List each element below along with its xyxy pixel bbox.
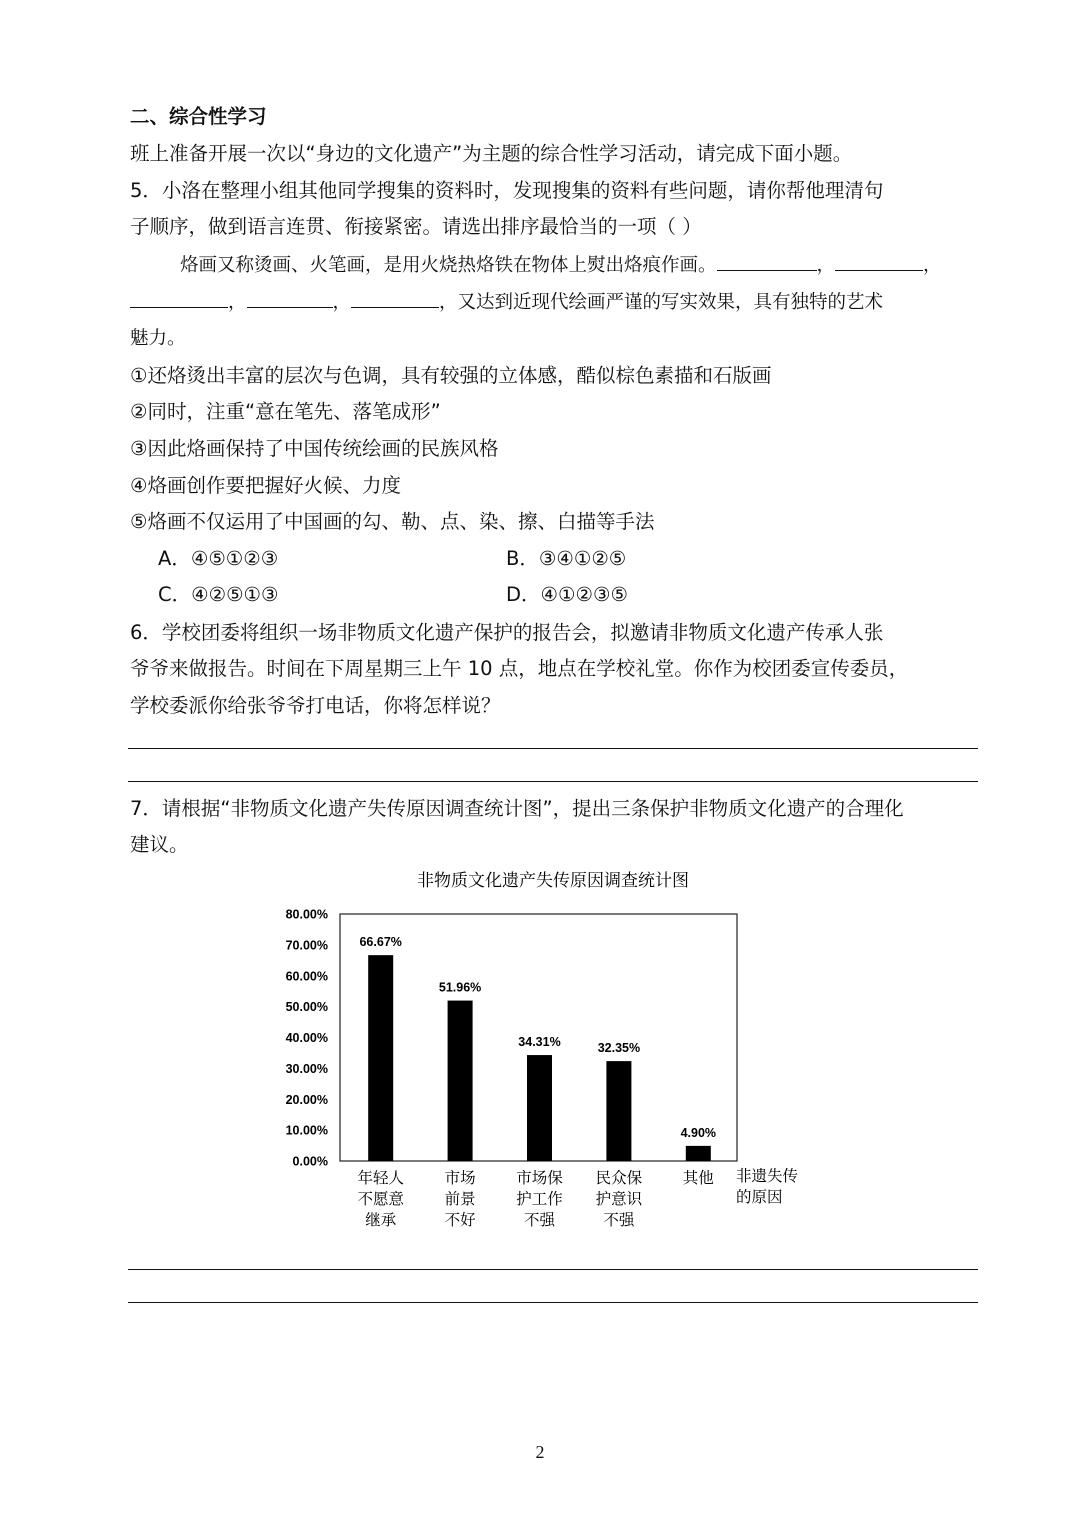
y-tick-label: 50.00% <box>285 1000 328 1015</box>
x-category-label: 护工作 <box>516 1190 563 1208</box>
bar <box>448 1001 473 1161</box>
bar <box>527 1055 552 1161</box>
comma: ， <box>332 292 352 313</box>
x-category-label: 民众保 <box>595 1169 643 1187</box>
x-category-label: 不强 <box>603 1211 635 1229</box>
q5-sentence-2: ②同时，注重“意在笔先、落笔成形” <box>130 400 441 423</box>
comma: ， <box>923 255 942 276</box>
answer-blank-3[interactable] <box>130 289 228 308</box>
x-category-label: 市场保 <box>516 1169 563 1187</box>
x-category-label: 其他 <box>682 1169 714 1187</box>
bar <box>686 1146 711 1161</box>
q5-sentence-4: ④烙画创作要把握好火候、力度 <box>130 474 401 497</box>
x-category-label: 年轻人 <box>357 1169 404 1187</box>
q5-passage-line1 <box>180 252 942 280</box>
bar <box>368 955 393 1161</box>
bar-value-label: 66.67% <box>359 935 402 950</box>
q5-passage-text-a: 烙画又称烫画、火笔画，是用火烧热烙铁在物体上熨出烙痕作画。 <box>180 255 717 276</box>
q6-stem-line1: 6．学校团委将组织一场非物质文化遗产保护的报告会，拟邀请非物质文化遗产传承人张 <box>130 621 884 644</box>
x-axis-label: 的原因 <box>736 1188 783 1206</box>
q5-sentence-3: ③因此烙画保持了中国传统绘画的民族风格 <box>130 437 499 460</box>
x-category-label: 继承 <box>365 1211 397 1229</box>
q7-stem-line1: 7．请根据“非物质文化遗产失传原因调查统计图”，提出三条保护非物质文化遗产的合理化 <box>130 797 904 820</box>
y-tick-label: 30.00% <box>285 1061 328 1076</box>
q7-stem-line2: 建议。 <box>130 833 189 856</box>
x-category-label: 不好 <box>444 1211 476 1229</box>
q5-passage-line3: 魅力。 <box>130 328 186 349</box>
q5-passage-text-b: ，又达到近现代绘画严谨的写实效果，具有独特的艺术 <box>439 292 884 313</box>
chart-title: 非物质文化遗产失传原因调查统计图 <box>417 871 689 891</box>
option-c[interactable]: C．④②⑤①③ <box>158 583 279 606</box>
q7-answer-line-1[interactable] <box>128 1269 978 1270</box>
bar-value-label: 32.35% <box>597 1041 641 1056</box>
q5-passage-line2 <box>130 289 883 317</box>
x-category-label: 前景 <box>444 1190 476 1208</box>
x-category-label: 不愿意 <box>357 1190 404 1208</box>
option-a[interactable]: A．④⑤①②③ <box>158 547 279 570</box>
comma: ， <box>228 292 247 313</box>
q5-sentence-1: ①还烙烫出丰富的层次与色调，具有较强的立体感，酷似棕色素描和石版画 <box>130 364 772 387</box>
comma: ， <box>816 255 836 276</box>
q5-stem-line1: 5．小洛在整理小组其他同学搜集的资料时，发现搜集的资料有些问题，请你帮他理清句 <box>130 179 884 202</box>
x-axis-label: 非遗失传 <box>736 1167 799 1185</box>
y-tick-label: 40.00% <box>285 1031 328 1045</box>
option-b[interactable]: B．③④①②⑤ <box>506 547 627 570</box>
y-tick-label: 10.00% <box>285 1123 328 1138</box>
intro-text: 班上准备开展一次以“身边的文化遗产”为主题的综合性学习活动，请完成下面小题。 <box>130 142 853 165</box>
bar <box>606 1061 631 1161</box>
option-d[interactable]: D．④①②③⑤ <box>506 583 628 606</box>
y-tick-label: 80.00% <box>285 907 328 922</box>
bar-value-label: 51.96% <box>438 980 482 995</box>
x-category-label: 护意识 <box>595 1190 643 1208</box>
q6-answer-line-1[interactable] <box>128 748 978 749</box>
x-category-label: 不强 <box>523 1211 556 1229</box>
q6-stem-line2: 爷爷来做报告。时间在下周星期三上午 10 点，地点在学校礼堂。你作为校团委宣传委员， <box>130 657 909 680</box>
y-tick-label: 60.00% <box>285 969 328 984</box>
q5-sentence-5: ⑤烙画不仅运用了中国画的勾、勒、点、染、擦、白描等手法 <box>130 510 655 533</box>
q6-answer-line-2[interactable] <box>128 781 978 782</box>
bar-value-label: 4.90% <box>680 1125 717 1140</box>
x-category-label: 市场 <box>444 1169 476 1187</box>
answer-blank-1[interactable] <box>717 252 817 271</box>
page-number: 2 <box>535 1442 545 1462</box>
q7-answer-line-2[interactable] <box>128 1302 978 1303</box>
answer-blank-2[interactable] <box>835 252 923 271</box>
answer-blank-4[interactable] <box>247 289 333 308</box>
y-tick-label: 20.00% <box>285 1092 328 1107</box>
bar-value-label: 34.31% <box>518 1035 561 1050</box>
q6-stem-line3: 学校委派你给张爷爷打电话，你将怎样说？ <box>130 694 501 717</box>
y-tick-label: 0.00% <box>292 1154 328 1169</box>
q5-stem-line2: 子顺序，做到语言连贯、衔接紧密。请选出排序最恰当的一项（ ） <box>130 215 702 238</box>
bar-chart <box>270 860 830 1240</box>
y-tick-label: 70.00% <box>285 938 328 953</box>
answer-blank-5[interactable] <box>351 289 439 308</box>
section-title: 二、综合性学习 <box>130 105 267 128</box>
